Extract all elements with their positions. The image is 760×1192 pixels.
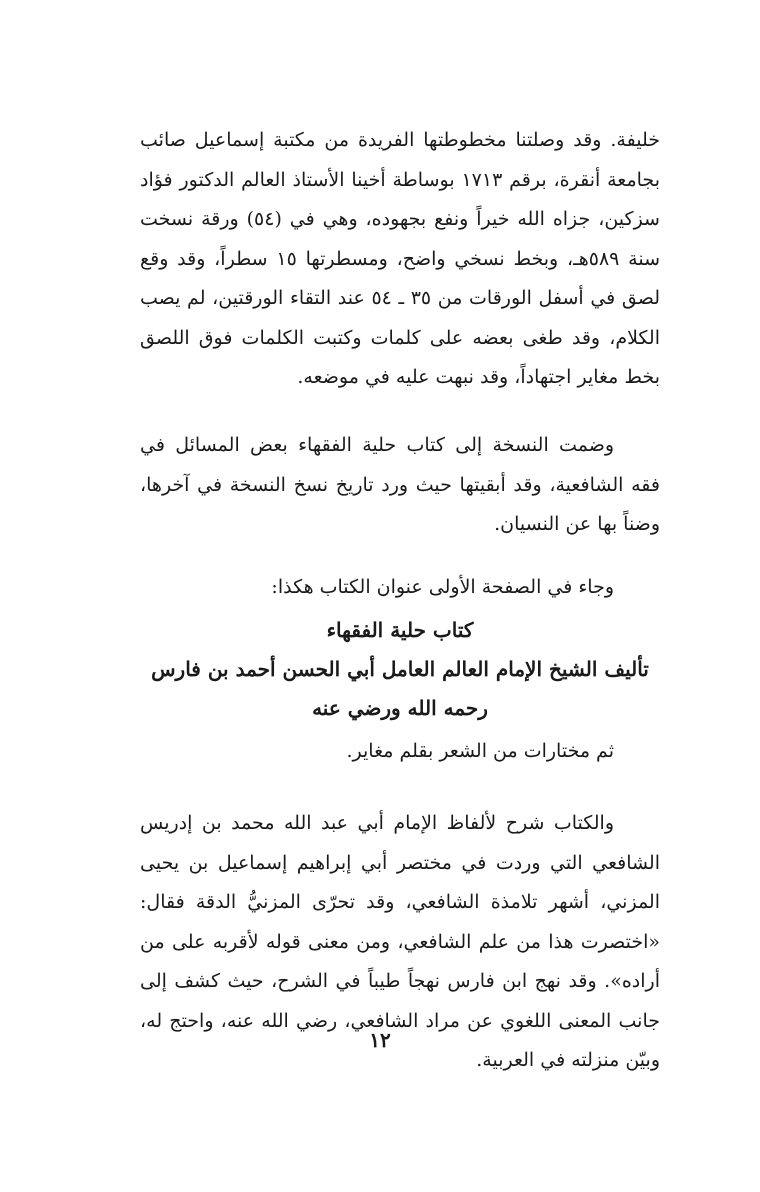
paragraph-title-intro: وجاء في الصفحة الأولى عنوان الكتاب هكذا:: [271, 576, 614, 598]
book-blessing-line: رحمه الله ورضي عنه: [312, 696, 488, 720]
paragraph-appended-issues: وضمت النسخة إلى كتاب حلية الفقهاء بعض المسائل في فقه الشافعية، وقد أبقيتها حيث ورد تاريخ نسخ النسخة في آخرها، وضناً بها عن النسيان.: [140, 434, 660, 535]
book-title-block: [110, 611, 690, 728]
book-title-line: كتاب حلية الفقهاء: [326, 618, 474, 642]
book-author-line: تأليف الشيخ الإمام العالم العامل أبي الحسن أحمد بن فارس: [151, 657, 649, 681]
paragraph-book-summary: والكتاب شرح لألفاظ الإمام أبي عبد الله محمد بن إدريس الشافعي التي وردت في مختصر أبي إبراهيم إسماعيل بن يحيى المزني، أشهر تلامذة الشافعي، وقد تحرّى المزنيُّ الدقة فقال: «اختصرت هذا من علم الشافعي، ومن معنى قوله لأقربه على من أراده». وقد نهج ابن فارس نهجاً طيباً في الشرح، حيث كشف إلى جانب المعنى اللغوي عن مراد الشافعي، رضي الله عنه، واحتج له، وبيّن منزلته في العربية.: [140, 812, 660, 1071]
paragraph-manuscript-description: خليفة. وقد وصلتنا مخطوطتها الفريدة من مكتبة إسماعيل صائب بجامعة أنقرة، برقم ١٧١٣ بوساطة أخينا الأستاذ العالم الدكتور فؤاد سزكين، جزاه الله خيراً ونفع بجهوده، وهي في (٥٤) ورقة نسخت سنة ٥٨٩هـ، وبخط نسخي واضح، ومسطرتها ١٥ سطراً، وقد وقع لصق في أسفل الورقات من ٣٥ ـ ٥٤ عند التقاء الورقتين، لم يصب الكلام، وقد طغى بعضه على كلمات وكتبت الكلمات فوق اللصق بخط مغاير اجتهاداً، وقد نبهت عليه في موضعه.: [140, 129, 661, 388]
paragraph-poetry-note: ثم مختارات من الشعر بقلم مغاير.: [346, 740, 614, 762]
page-number: ١٢: [369, 1028, 391, 1052]
